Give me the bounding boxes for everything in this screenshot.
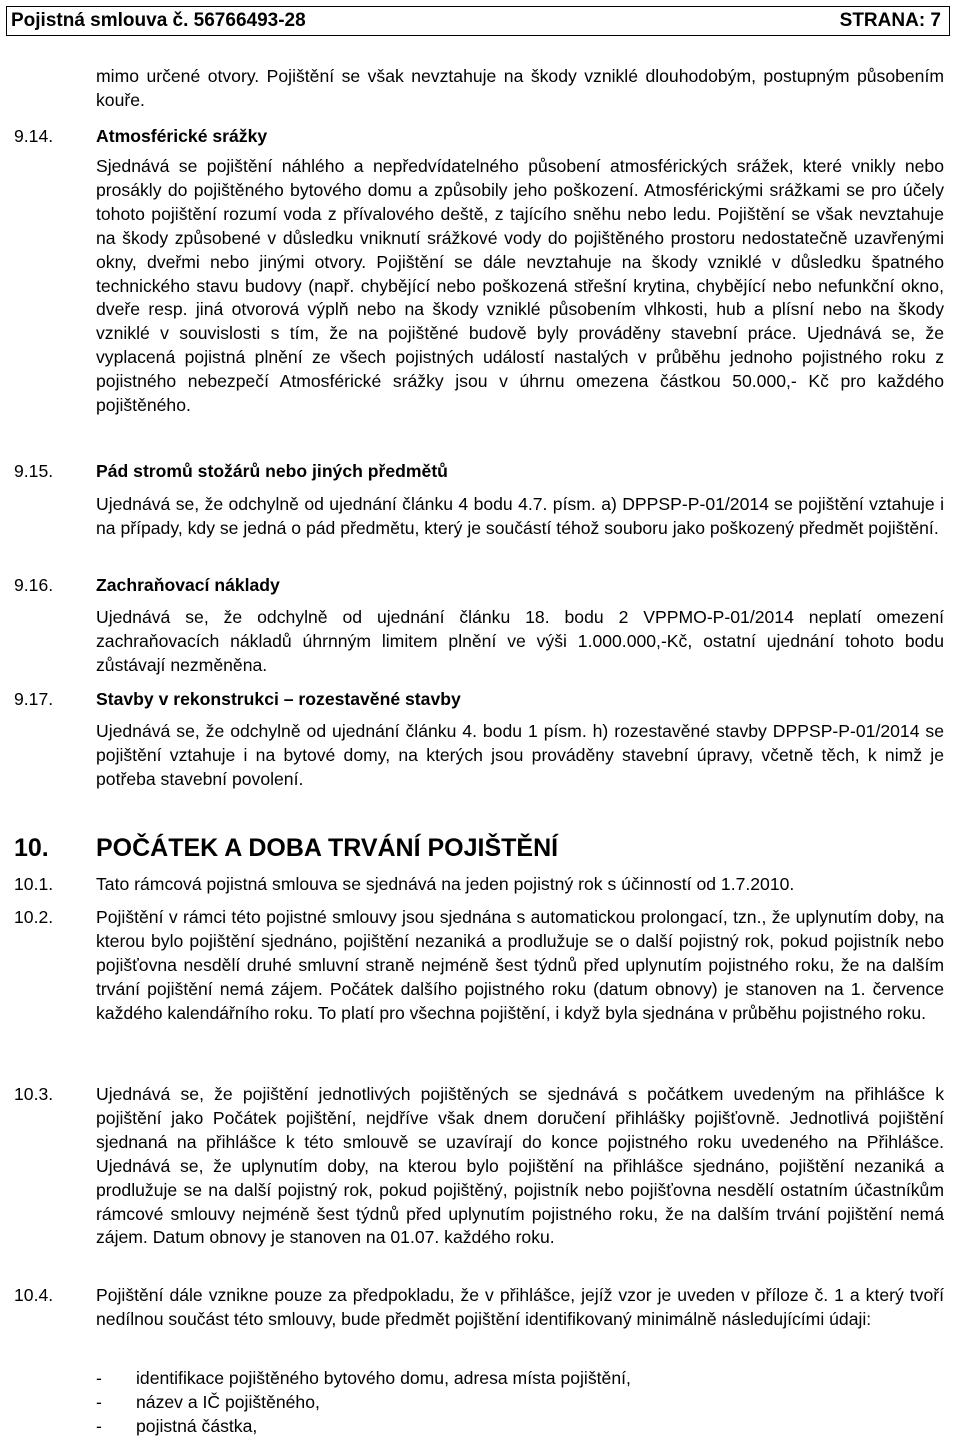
list-item — [96, 1414, 944, 1438]
section-10-2-text: Pojištění v rámci této pojistné smlouvy jsou sjednána s automatickou prolongací, tzn., že uplynutím doby, na kterou bylo pojištění sjednáno, pojištění nezaniká a prodlužuje se o další pojistný rok, pokud pojistník nebo pojišťovna nesdělí druhé smluvní straně nejméně šest týdnů před uplynutím pojistného roku, že na dalším trvání pojištění nemá zájem. Počátek dalšího pojistného roku (datum obnovy) je stanoven na 1. července každého kalendářního roku. To platí pro všechna pojištění, i když byla sjednána v průběhu pojistného roku. — [96, 907, 944, 1023]
section-9-15-number: 9.15. — [14, 461, 54, 481]
section-10-4-number: 10.4. — [14, 1285, 54, 1305]
list-dash: - — [96, 1368, 102, 1388]
page-header — [6, 6, 950, 36]
section-9-17-text: Ujednává se, že odchylně od ujednání článku 4. bodu 1 písm. h) rozestavěné stavby DPPSP-P-01/2014 se pojištění vztahuje i na bytové domy, na kterých jsou prováděny stavební úpravy, včetně těch, k nimž je potřeba stavební povolení. — [96, 721, 944, 789]
section-9-16-number: 9.16. — [14, 575, 54, 595]
section-9-14-text: Sjednává se pojištění náhlého a nepředvídatelného působení atmosférických srážek, které vnikly nebo prosákly do pojištěného bytového domu a způsobily jeho poškození. Atmosférickými srážkami se pro účely tohoto pojištění rozumí voda z přívalového deště, z tajícího sněhu nebo ledu. Pojištění se však nevztahuje na škody způsobené v důsledku vniknutí srážkové vody do pojištěného prostoru nedostatečně uzavřenými okny, dveřmi nebo jinými otvory. Pojištění se dále nevztahuje na škody vzniklé v důsledku špatného technického stavu budovy (např. chybějící nebo poškozená střešní krytina, chybějící nebo nefunkční okno, dveře resp. jiná otvorová výplň nebo na škody vzniklé působením vlhkosti, hub a plísní nebo na škody vzniklé v souvislosti s tím, že na pojištěné budově byly prováděny stavební práce. Ujednává se, že vyplacená pojistná plnění ze všech pojistných událostí nastalých v průběhu jednoho pojistného roku z pojistného nebezpečí Atmosférické srážky jsou v úhrnu omezena částkou 50.000,- Kč pro každého pojištěného. — [96, 156, 944, 416]
list-item — [96, 1366, 944, 1390]
contract-title: Pojistná smlouva č. 56766493-28 — [11, 10, 306, 31]
list-item-text: název a IČ pojištěného, — [136, 1392, 320, 1413]
section-9-17-number: 9.17. — [14, 689, 54, 709]
section-9-16-text: Ujednává se, že odchylně od ujednání článku 18. bodu 2 VPPMO-P-01/2014 neplatí omezení zachraňovacích nákladů úhrnným limitem plnění ve výši 1.000.000,-Kč, ostatní ujednání tohoto bodu zůstávají nezměněna. — [96, 607, 944, 675]
section-9-14-title: Atmosférické srážky — [96, 126, 268, 146]
section-9-17-title: Stavby v rekonstrukci – rozestavěné stavby — [96, 689, 461, 709]
intro-paragraph: mimo určené otvory. Pojištění se však nevztahuje na škody vzniklé dlouhodobým, postupným působením kouře. — [96, 66, 944, 110]
page-number: STRANA: 7 — [839, 10, 941, 31]
section-9-14-number: 9.14. — [14, 126, 54, 146]
section-9-16-title: Zachraňovací náklady — [96, 575, 280, 595]
list-item-text: pojistná částka, — [136, 1416, 258, 1437]
section-9-15-text: Ujednává se, že odchylně od ujednání článku 4 bodu 4.7. písm. a) DPPSP-P-01/2014 se pojištění vztahuje i na případy, kdy se jedná o pád předmětu, který je součástí téhož souboru jako poškozený předmět pojištění. — [96, 494, 944, 538]
list-item — [96, 1390, 944, 1414]
section-10-1-text: Tato rámcová pojistná smlouva se sjednává na jeden pojistný rok s účinností od 1.7.2010. — [96, 874, 795, 894]
chapter-10-title: POČÁTEK A DOBA TRVÁNÍ POJIŠTĚNÍ — [96, 834, 559, 862]
identification-list — [96, 1366, 944, 1439]
section-10-4-text: Pojištění dále vznikne pouze za předpokladu, že v přihlášce, jejíž vzor je uveden v příloze č. 1 a který tvoří nedílnou součást této smlouvy, bude předmět pojištění identifikovaný minimálně následujícími údaji: — [96, 1285, 944, 1329]
list-item-text: identifikace pojištěného bytového domu, adresa místa pojištění, — [136, 1368, 631, 1388]
section-9-15-title: Pád stromů stožárů nebo jiných předmětů — [96, 461, 448, 481]
chapter-10-number: 10. — [14, 834, 49, 862]
section-10-1-number: 10.1. — [14, 874, 54, 894]
list-dash: - — [96, 1392, 102, 1413]
list-dash: - — [96, 1416, 102, 1437]
section-10-3-text: Ujednává se, že pojištění jednotlivých pojištěných se sjednává s počátkem uvedeným na přihlášce k pojištění jako Počátek pojištění, nejdříve však dnem doručení přihlášky pojišťovně. Jednotlivá pojištění sjednaná na přihlášce k této smlouvě se uzavírají do konce pojistného roku uvedeného na Přihlášce. Ujednává se, že uplynutím doby, na kterou bylo pojištění na přihlášce sjednáno, pojištění nezaniká a prodlužuje se na další pojistný rok, pokud pojištěný, pojistník nebo pojišťovna nesdělí ostatním účastníkům rámcové smlouvy nejméně šest týdnů před uplynutím pojistného roku, že na dalším trvání pojištění nemá zájem. Datum obnovy je stanoven na 01.07. každého roku. — [96, 1084, 944, 1248]
section-10-3-number: 10.3. — [14, 1084, 54, 1104]
section-10-2-number: 10.2. — [14, 907, 54, 927]
